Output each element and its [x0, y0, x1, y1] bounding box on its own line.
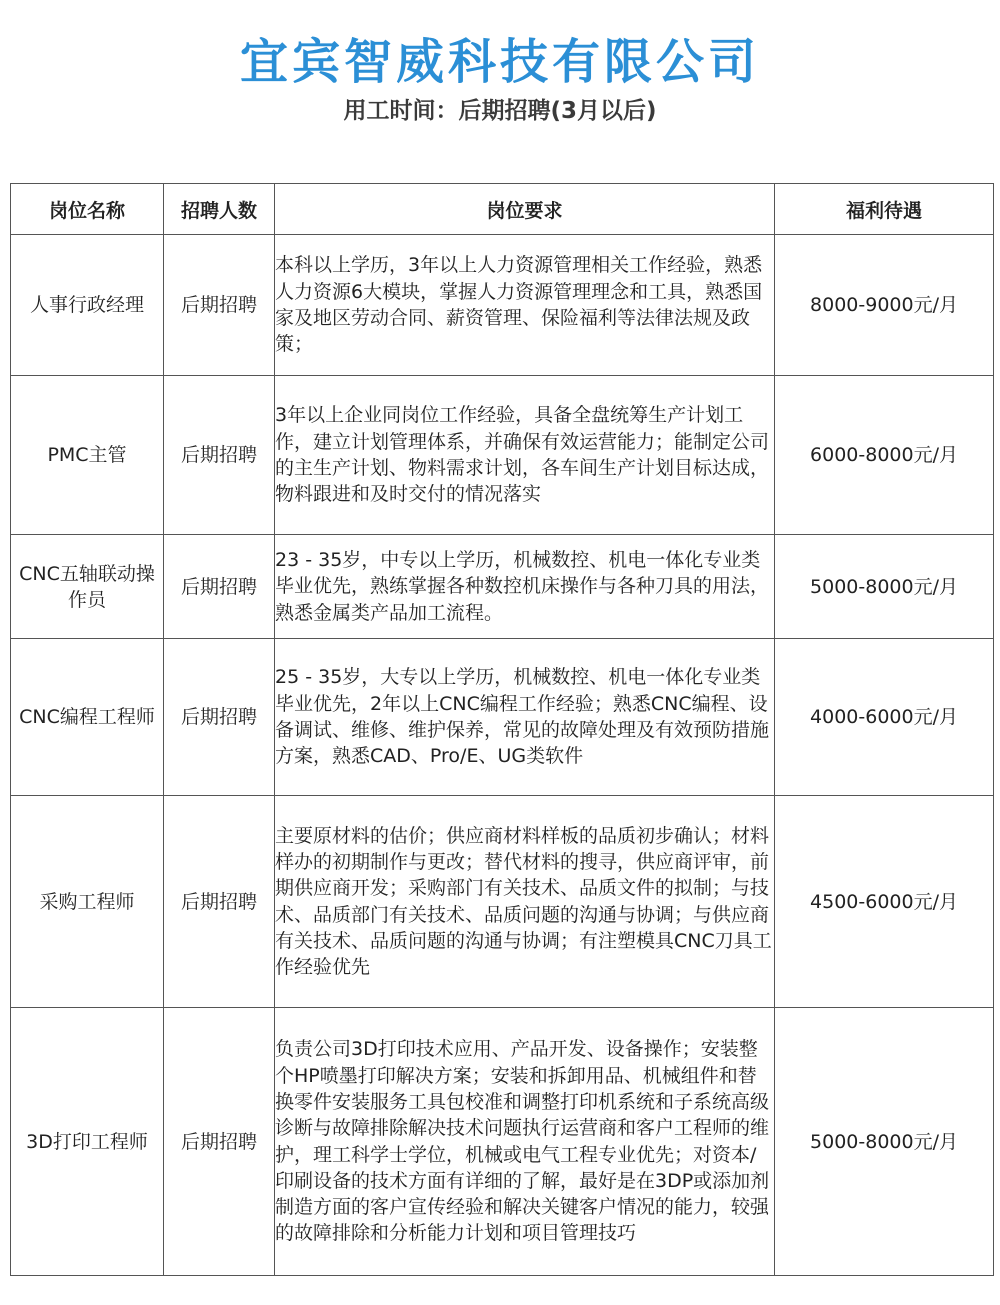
column-header-salary: 福利待遇	[775, 184, 994, 235]
table-header-row	[11, 184, 994, 235]
schedule-subtitle: 用工时间：后期招聘(3月以后)	[343, 98, 657, 124]
requirements-cell: 负责公司3D打印技术应用、产品开发、设备操作；安装整个HP喷墨打印解决方案；安装和拆卸用品、机械组件和替换零件安装服务工具包校准和调整打印机系统和子系统高级诊断与故障排除解决技术问题执行运营商和客户工程师的维护，理工科学士学位，机械或电气工程专业优先；对资本/印刷设备的技术方面有详细的了解，最好是在3DP或添加剂制造方面的客户宣传经验和解决关键客户情况的能力，较强的故障排除和分析能力计划和项目管理技巧	[275, 1008, 775, 1276]
salary-cell: 8000-9000元/月	[775, 235, 994, 376]
requirements-cell: 23 - 35岁，中专以上学历，机械数控、机电一体化专业类毕业优先，熟练掌握各种数控机床操作与各种刀具的用法，熟悉金属类产品加工流程。	[275, 535, 775, 639]
table-row	[11, 535, 994, 639]
column-header-requirements: 岗位要求	[275, 184, 775, 235]
requirements-cell: 3年以上企业同岗位工作经验，具备全盘统筹生产计划工作，建立计划管理体系，并确保有效运营能力；能制定公司的主生产计划、物料需求计划，各车间生产计划目标达成，物料跟进和及时交付的情况落实	[275, 376, 775, 535]
column-header-position: 岗位名称	[11, 184, 164, 235]
job-table	[10, 183, 994, 1276]
requirements-cell: 本科以上学历，3年以上人力资源管理相关工作经验，熟悉人力资源6大模块，掌握人力资源管理理念和工具，熟悉国家及地区劳动合同、薪资管理、保险福利等法律法规及政策；	[275, 235, 775, 376]
table-row	[11, 796, 994, 1008]
position-cell: PMC主管	[11, 376, 164, 535]
headcount-cell: 后期招聘	[164, 796, 275, 1008]
headcount-cell: 后期招聘	[164, 639, 275, 796]
position-cell: 3D打印工程师	[11, 1008, 164, 1276]
position-cell: CNC五轴联动操作员	[11, 535, 164, 639]
company-title: 宜宾智威科技有限公司	[239, 34, 760, 90]
requirements-cell: 25 - 35岁，大专以上学历，机械数控、机电一体化专业类毕业优先，2年以上CNC编程工作经验；熟悉CNC编程、设备调试、维修、维护保养，常见的故障处理及有效预防措施方案，熟悉CAD、Pro/E、UG类软件	[275, 639, 775, 796]
position-cell: 人事行政经理	[11, 235, 164, 376]
salary-cell: 6000-8000元/月	[775, 376, 994, 535]
headcount-cell: 后期招聘	[164, 376, 275, 535]
salary-cell: 4000-6000元/月	[775, 639, 994, 796]
headcount-cell: 后期招聘	[164, 535, 275, 639]
table-row	[11, 639, 994, 796]
headcount-cell: 后期招聘	[164, 235, 275, 376]
salary-cell: 4500-6000元/月	[775, 796, 994, 1008]
table-row	[11, 376, 994, 535]
salary-cell: 5000-8000元/月	[775, 1008, 994, 1276]
position-cell: 采购工程师	[11, 796, 164, 1008]
headcount-cell: 后期招聘	[164, 1008, 275, 1276]
requirements-cell: 主要原材料的估价；供应商材料样板的品质初步确认；材料样办的初期制作与更改；替代材料的搜寻，供应商评审，前期供应商开发；采购部门有关技术、品质文件的拟制；与技术、品质部门有关技术、品质问题的沟通与协调；与供应商有关技术、品质问题的沟通与协调；有注塑模具CNC刀具工作经验优先	[275, 796, 775, 1008]
column-header-headcount: 招聘人数	[164, 184, 275, 235]
table-row	[11, 1008, 994, 1276]
salary-cell: 5000-8000元/月	[775, 535, 994, 639]
position-cell: CNC编程工程师	[11, 639, 164, 796]
table-row	[11, 235, 994, 376]
